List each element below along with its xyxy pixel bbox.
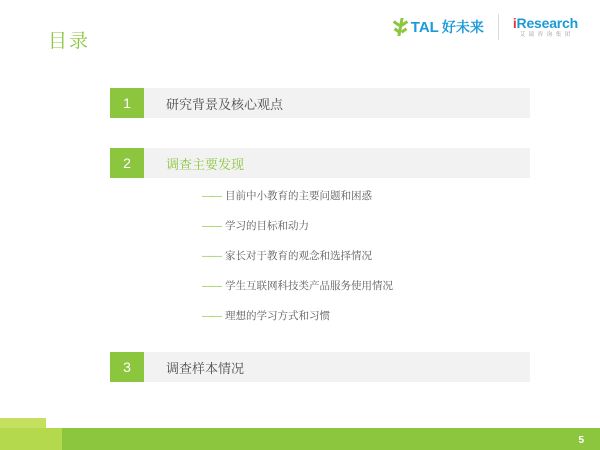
page-title: 目录: [48, 31, 91, 52]
subitem-label-4: 学生互联网科技类产品服务使用情况: [225, 280, 393, 292]
subitem-label-1: 目前中小教育的主要问题和困惑: [225, 190, 372, 202]
toc-subitem-2[interactable]: [202, 218, 530, 233]
subitem-label-2: 学习的目标和动力: [225, 220, 309, 232]
toc-subitem-1[interactable]: [202, 188, 530, 203]
toc-label-1: 研究背景及核心观点: [144, 88, 530, 118]
footer-accent-block: [0, 428, 62, 450]
toc-number-1: 1: [110, 88, 144, 118]
subitem-dash-1: ——: [202, 190, 221, 202]
subitem-dash-5: ——: [202, 310, 221, 322]
toc-sublist: [202, 188, 530, 323]
toc-subitem-3[interactable]: [202, 248, 530, 263]
footer-accent-block-secondary: [0, 418, 46, 428]
iresearch-logo: [513, 16, 578, 39]
subitem-label-5: 理想的学习方式和习惯: [225, 310, 330, 322]
tal-logo-text: TAL: [410, 18, 439, 36]
toc-item-1[interactable]: [110, 88, 530, 118]
table-of-contents: [110, 88, 530, 382]
tal-star-icon: [393, 18, 408, 36]
toc-number-2: 2: [110, 148, 144, 178]
toc-spacer-2: [110, 338, 530, 352]
subitem-dash-3: ——: [202, 250, 221, 262]
page-number: 5: [578, 435, 584, 446]
toc-subitem-4[interactable]: [202, 278, 530, 293]
logo-group: [393, 14, 578, 40]
toc-label-2: 调查主要发现: [144, 148, 530, 178]
toc-subitem-5[interactable]: [202, 308, 530, 323]
tal-logo-cn-text: 好未来: [441, 19, 484, 35]
subitem-dash-4: ——: [202, 280, 221, 292]
iresearch-sub-text: 艾 瑞 咨 询 集 团: [519, 31, 572, 38]
iresearch-logo-text: [513, 16, 578, 30]
subitem-dash-2: ——: [202, 220, 221, 232]
toc-spacer-1: [110, 118, 530, 148]
toc-item-2[interactable]: [110, 148, 530, 178]
toc-label-3: 调查样本情况: [144, 352, 530, 382]
subitem-label-3: 家长对于教育的观念和选择情况: [225, 250, 372, 262]
tal-logo: [393, 17, 484, 37]
logo-divider: [498, 14, 499, 40]
toc-item-3[interactable]: [110, 352, 530, 382]
footer-bar: [0, 428, 600, 450]
toc-number-3: 3: [110, 352, 144, 382]
iresearch-i-letter: i: [512, 14, 517, 31]
iresearch-research-text: Research: [516, 14, 578, 31]
